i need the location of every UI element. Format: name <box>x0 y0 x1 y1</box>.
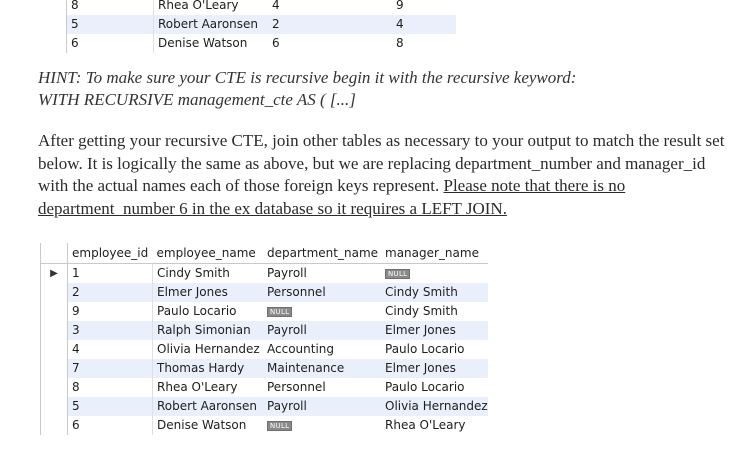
row-selector[interactable] <box>40 15 67 34</box>
employee-name-cell: Rhea O'Leary <box>157 380 238 394</box>
column-header-manager-name[interactable]: manager_name <box>381 243 488 264</box>
manager-name-cell: Paulo Locario <box>385 342 465 356</box>
table-row[interactable] <box>41 340 488 359</box>
column-header-employee-id[interactable]: employee_id <box>68 243 153 264</box>
row-selector[interactable] <box>40 34 67 53</box>
row-selector[interactable] <box>41 416 68 435</box>
employee-id-cell: 8 <box>67 0 154 15</box>
table-row[interactable] <box>41 321 488 340</box>
table-row[interactable] <box>40 0 456 15</box>
department-number-cell: 2 <box>268 15 392 34</box>
left-join-note: Please note that there is no department_number 6 in the ex database so it requires a LEFT JOIN. <box>38 176 626 218</box>
department-name-cell: Accounting <box>267 342 335 356</box>
manager-name-cell: Paulo Locario <box>385 380 465 394</box>
department-name-cell: Payroll <box>263 397 381 416</box>
table-row[interactable] <box>41 283 488 302</box>
department-name-cell: Personnel <box>267 380 326 394</box>
table-row[interactable] <box>41 416 488 435</box>
manager-name-cell: Olivia Hernandez <box>381 397 488 416</box>
manager-id-cell: 9 <box>396 0 404 12</box>
employee-name-cell: Rhea O'Leary <box>158 0 239 12</box>
department-name-cell <box>263 416 381 435</box>
result-grid <box>40 243 488 435</box>
department-name-cell: Payroll <box>267 266 307 280</box>
hint-text <box>38 67 576 111</box>
employee-id-cell: 3 <box>68 321 153 340</box>
null-badge: NULL <box>267 307 292 317</box>
row-selector[interactable] <box>41 302 68 321</box>
manager-id-cell: 4 <box>392 15 456 34</box>
table-row[interactable] <box>40 34 456 53</box>
hint-line-2: WITH RECURSIVE management_cte AS ( [...] <box>38 90 356 109</box>
employee-id-cell: 5 <box>67 15 154 34</box>
department-name-cell: Maintenance <box>263 359 381 378</box>
manager-name-cell: Elmer Jones <box>381 359 488 378</box>
null-badge: NULL <box>385 269 410 279</box>
manager-name-cell: Rhea O'Leary <box>385 418 466 432</box>
employee-id-cell: 8 <box>68 378 153 397</box>
department-number-cell: 4 <box>272 0 280 12</box>
column-header-department-name[interactable]: department_name <box>263 243 381 264</box>
current-row-indicator[interactable]: ▶ <box>41 264 68 284</box>
department-name-cell <box>263 302 381 321</box>
row-selector[interactable] <box>41 397 68 416</box>
employee-name-cell: Robert Aaronsen <box>153 397 264 416</box>
instructions-text: After getting your recursive CTE, join other tables as necessary to your output to match the result set below. It is logically the same as above, but we are replacing department_number and manager_id with the actual names each of those foreign keys represent. <box>38 131 725 195</box>
hint-line-1: HINT: To make sure your CTE is recursive begin it with the recursive keyword: <box>38 68 577 87</box>
null-badge: NULL <box>267 421 292 431</box>
row-selector[interactable] <box>41 378 68 397</box>
table-row[interactable] <box>41 378 488 397</box>
employee-name-cell: Denise Watson <box>157 418 247 432</box>
row-selector[interactable] <box>41 321 68 340</box>
employee-name-cell: Paulo Locario <box>157 304 237 318</box>
employee-name-cell: Denise Watson <box>158 36 248 50</box>
manager-name-cell: Elmer Jones <box>381 321 488 340</box>
table-row[interactable] <box>41 264 488 284</box>
employee-id-cell: 2 <box>68 283 153 302</box>
employee-name-cell: Elmer Jones <box>153 283 264 302</box>
employee-id-cell: 6 <box>68 416 153 435</box>
table-row[interactable] <box>41 359 488 378</box>
department-name-cell: Personnel <box>263 283 381 302</box>
department-number-cell: 6 <box>272 36 280 50</box>
header-row <box>41 243 488 264</box>
employee-id-cell: 6 <box>67 34 154 53</box>
department-name-cell: Payroll <box>263 321 381 340</box>
employee-id-cell: 9 <box>68 302 153 321</box>
employee-id-cell: 1 <box>68 264 153 284</box>
employee-name-cell: Olivia Hernandez <box>157 342 260 356</box>
row-selector[interactable] <box>40 0 67 15</box>
table-row[interactable] <box>40 15 456 34</box>
row-selector[interactable] <box>41 283 68 302</box>
employee-name-cell: Ralph Simonian <box>153 321 264 340</box>
instructions-paragraph <box>38 130 738 220</box>
manager-id-cell: 8 <box>396 36 404 50</box>
employee-id-cell: 7 <box>68 359 153 378</box>
employee-name-cell: Cindy Smith <box>157 266 230 280</box>
row-selector[interactable] <box>41 359 68 378</box>
employee-name-cell: Thomas Hardy <box>153 359 264 378</box>
row-selector-header <box>41 243 68 264</box>
employee-id-cell: 4 <box>68 340 153 359</box>
table-row[interactable] <box>41 397 488 416</box>
manager-name-cell <box>381 264 488 284</box>
employee-name-cell: Robert Aaronsen <box>154 15 269 34</box>
employee-id-cell: 5 <box>68 397 153 416</box>
manager-name-cell: Cindy Smith <box>385 304 458 318</box>
manager-name-cell: Cindy Smith <box>381 283 488 302</box>
previous-result-grid <box>40 0 457 53</box>
column-header-employee-name[interactable]: employee_name <box>153 243 264 264</box>
table-row[interactable] <box>41 302 488 321</box>
row-selector[interactable] <box>41 340 68 359</box>
